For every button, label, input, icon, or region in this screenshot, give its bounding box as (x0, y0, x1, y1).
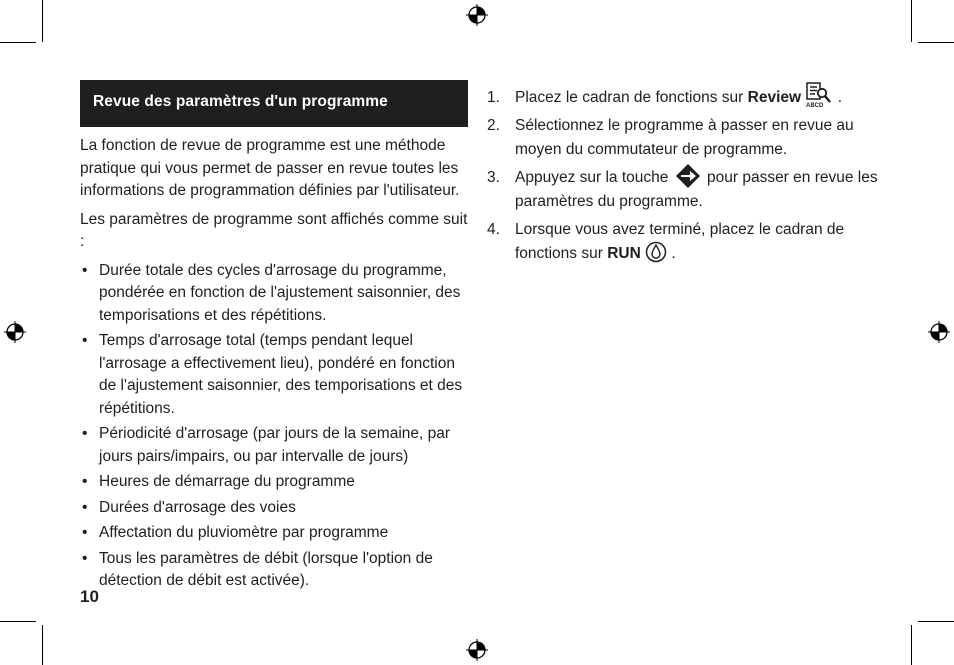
run-water-drop-icon (645, 241, 667, 263)
list-item-text: Heures de démarrage du programme (99, 473, 355, 490)
crop-mark-bl-h (0, 621, 36, 622)
bullet-symbol: • (82, 524, 88, 541)
list-item (80, 330, 472, 420)
list-item-text: Périodicité d'arrosage (par jours de la semaine, par jours pairs/impairs, ou par intervalle de jours) (99, 425, 451, 465)
bullet-symbol: • (82, 498, 88, 516)
crop-mark-br-v (911, 625, 912, 665)
section-title: Revue des paramètres d'un programme (93, 93, 388, 110)
list-item (80, 423, 472, 468)
registration-mark-right-icon (928, 321, 950, 343)
step-text-end: . (671, 245, 676, 262)
intro-lead: Les paramètres de programme sont affichés comme suit : (80, 210, 468, 250)
crop-mark-bl-v (42, 625, 43, 665)
crop-mark-br-h (918, 621, 954, 622)
list-item-text: Affectation du pluviomètre par programme (99, 524, 389, 541)
step-text: Sélectionnez le programme à passer en revue au moyen du commutateur de programme. (515, 117, 854, 158)
step-item (487, 166, 887, 214)
next-arrow-button-icon (675, 163, 701, 189)
list-item-text: Temps d'arrosage total (temps pendant lequel l'arrosage a effectivement lieu), pondéré en fonction de l'ajustement saisonnier, des temporisations et des répétitions. (99, 332, 463, 417)
list-item-text: Tous les paramètres de débit (lorsque l'option de détection de débit est activée). (99, 549, 433, 589)
step-item (487, 114, 887, 162)
parameter-list (80, 260, 472, 593)
step-number: 2. (487, 117, 500, 134)
list-item-text: Durée totale des cycles d'arrosage du programme, pondérée en fonction de l'ajustement saisonnier, des temporisations et des répétitions. (99, 261, 461, 324)
intro-paragraph: La fonction de revue de programme est une méthode pratique qui vous permet de passer en revue toutes les informations de programmation définies par l'utilisateur. (80, 137, 460, 199)
crop-mark-tl-h (0, 42, 36, 43)
list-item (80, 260, 472, 328)
right-column (487, 86, 887, 270)
step-keyword: Review (747, 89, 802, 106)
registration-mark-top-icon (466, 4, 488, 26)
bullet-symbol: • (82, 332, 88, 349)
step-number: 3. (487, 169, 500, 186)
bullet-symbol: • (82, 473, 88, 490)
review-icon (805, 82, 833, 108)
step-number: 1. (487, 89, 500, 106)
registration-mark-left-icon (4, 321, 26, 343)
crop-mark-tl-v (42, 0, 43, 42)
step-text: Appuyez sur la touche (515, 169, 673, 186)
step-keyword: RUN (607, 245, 641, 262)
bullet-symbol: • (82, 261, 88, 279)
steps-list (487, 86, 887, 266)
left-column (80, 135, 472, 596)
bullet-symbol: • (82, 549, 88, 567)
step-item (487, 86, 887, 110)
review-icon-label: ABCD (806, 102, 824, 108)
step-number: 4. (487, 221, 500, 238)
page-number: 10 (80, 587, 99, 606)
bullet-symbol: • (82, 425, 88, 442)
step-text: Lorsque vous avez terminé, placez le cadran de fonctions sur (515, 221, 845, 262)
list-item (80, 548, 472, 593)
registration-mark-bottom-icon (466, 639, 488, 661)
section-header (80, 80, 468, 127)
list-item (80, 522, 472, 545)
crop-mark-tr-h (918, 42, 954, 43)
step-text-end: . (837, 89, 842, 106)
crop-mark-tr-v (911, 0, 912, 42)
list-item (80, 471, 472, 494)
step-item (487, 218, 887, 266)
step-text-end: pour passer en revue les paramètres du programme. (515, 169, 878, 210)
list-item-text: Durées d'arrosage des voies (99, 498, 296, 516)
list-item (80, 497, 472, 520)
step-text: Placez le cadran de fonctions sur (515, 89, 748, 106)
